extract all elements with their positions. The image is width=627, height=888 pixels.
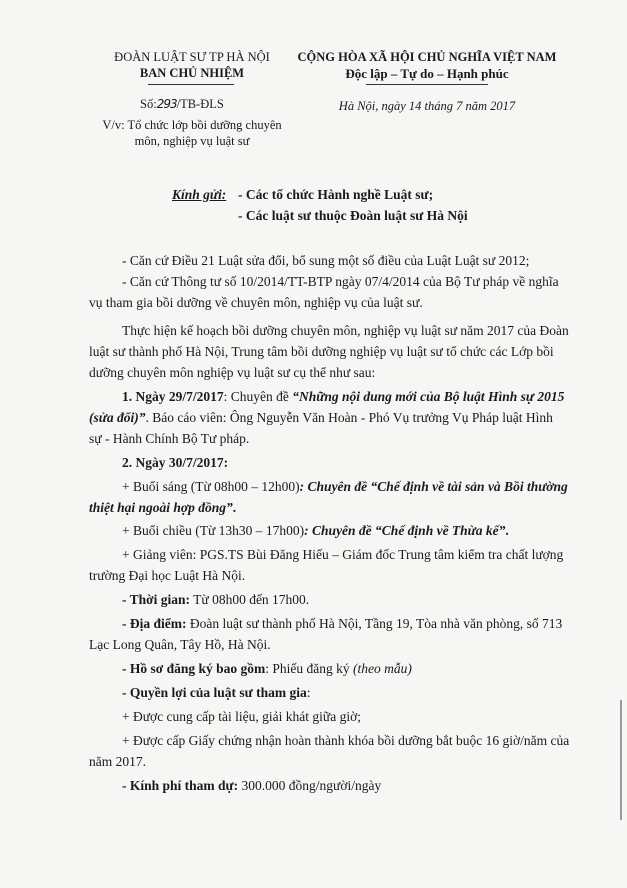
morning-session-line-2 [89, 497, 236, 518]
time-line [122, 589, 309, 610]
issue-date: Hà Nội, ngày 14 tháng 7 năm 2017 [338, 99, 516, 113]
morning-topic-cont: thiệt hại ngoài hợp đồng” [89, 500, 233, 515]
item-2-heading [122, 452, 228, 473]
place-label: - Địa điểm: [122, 616, 187, 631]
intro-line-3: dưỡng chuyên môn nghiệp vụ luật sư cụ thể như sau: [89, 365, 376, 380]
item-1-line-1 [122, 386, 564, 407]
recipient-1: - Các tổ chức Hành nghề Luật sư; [238, 187, 434, 202]
item-1-speaker: . Báo cáo viên: Ông Nguyễn Văn Hoàn - Phó Vụ trưởng Vụ Pháp luật Hình [145, 410, 553, 425]
right-item-1: + Được cung cấp tài liệu, giải khát giữa giờ; [122, 709, 361, 724]
afternoon-topic: Chuyên đề “Chế định về Thừa kế” [312, 523, 506, 538]
item-1-line-2 [89, 407, 553, 428]
item-1-topic: “Những nội dung mới của Bộ luật Hình sự 2015 [292, 389, 565, 404]
dossier-line [122, 658, 412, 679]
nation-title: CỘNG HÒA XÃ HỘI CHỦ NGHĨA VIỆT NAM [297, 50, 557, 64]
item-2-label: 2. Ngày 30/7/2017 [122, 455, 224, 470]
place-value: Đoàn luật sư thành phố Hà Nội, Tầng 19, Tòa nhà văn phòng, số 713 [186, 616, 563, 631]
place-line-1 [122, 613, 562, 634]
org-name: ĐOÀN LUẬT SƯ TP HÀ NỘI [114, 50, 270, 64]
dossier-note: (theo mẫu) [353, 661, 412, 676]
dossier-value: : Phiếu đăng ký [265, 661, 354, 676]
handwritten-number: 293 [156, 97, 177, 111]
afternoon-colon: : [304, 523, 313, 538]
fee-label: - Kính phí tham dự: [122, 778, 239, 793]
right-item-2-line-2: năm 2017. [89, 754, 146, 769]
basis-item-2-line-2: vụ tham gia bồi dưỡng về chuyên môn, nghiệp vụ của luật sư. [89, 295, 423, 310]
time-label: - Thời gian: [122, 592, 190, 607]
item-2-colon: : [223, 455, 229, 470]
lecturer-line-1: + Giảng viên: PGS.TS Bùi Đăng Hiếu – Giám đốc Trung tâm kiểm tra chất lượng [122, 547, 564, 562]
item-1-topic-cont: (sửa đổi)” [89, 410, 146, 425]
fee-line [122, 775, 381, 796]
morning-prefix: + Buổi sáng (Từ 08h00 – 12h00) [122, 479, 300, 494]
item-1-line-3: sự - Hành Chính Bộ Tư pháp. [89, 431, 250, 446]
subject-line-1: V/v: Tổ chức lớp bồi dưỡng chuyên [102, 118, 282, 132]
morning-colon: : [299, 479, 308, 494]
rights-colon: : [306, 685, 311, 700]
number-prefix: Số: [140, 97, 157, 111]
place-line-2: Lạc Long Quân, Tây Hồ, Hà Nội. [89, 637, 271, 652]
right-item-2-line-1: + Được cấp Giấy chứng nhận hoàn thành khóa bồi dưỡng bắt buộc 16 giờ/năm của [122, 733, 570, 748]
intro-line-1: Thực hiện kế hoạch bồi dưỡng chuyên môn, nghiệp vụ luật sư năm 2017 của Đoàn [122, 323, 569, 338]
rights-heading [122, 682, 310, 703]
number-suffix: /TB-ĐLS [176, 97, 224, 111]
fee-value: 300.000 đồng/người/ngày [238, 778, 382, 793]
morning-topic: Chuyên đề “Chế định về tài sản và Bồi thường [307, 479, 568, 494]
subject-line-2: môn, nghiệp vụ luật sư [134, 134, 250, 148]
afternoon-prefix: + Buổi chiều (Từ 13h30 – 17h00) [122, 523, 305, 538]
recipients-label: Kính gửi: [172, 187, 227, 202]
intro-line-2: luật sư thành phố Hà Nội, Trung tâm bồi dưỡng nghiệp vụ luật sư tổ chức các Lớp bồi [89, 344, 554, 359]
dossier-label: - Hồ sơ đăng ký bao gồm [122, 661, 266, 676]
national-motto: Độc lập – Tự do – Hạnh phúc [345, 66, 509, 81]
document-number [140, 97, 224, 112]
left-header-rule [148, 84, 234, 85]
afternoon-session [122, 520, 509, 541]
right-header-rule [366, 84, 488, 85]
basis-item-1: - Căn cứ Điều 21 Luật sửa đổi, bổ sung một số điều của Luật Luật sư 2012; [122, 253, 530, 268]
recipient-2: - Các luật sư thuộc Đoàn luật sư Hà Nội [238, 208, 468, 223]
lecturer-line-2: trường Đại học Luật Hà Nội. [89, 568, 246, 583]
scan-edge-mark [620, 700, 622, 820]
basis-item-2-line-1: - Căn cứ Thông tư số 10/2014/TT-BTP ngày 07/4/2014 của Bộ Tư pháp về nghĩa [122, 274, 559, 289]
time-value: Từ 08h00 đến 17h00. [190, 592, 310, 607]
morning-session-line-1 [122, 476, 568, 497]
dept-name: BAN CHỦ NHIỆM [139, 66, 245, 80]
item-1-label: 1. Ngày 29/7/2017 [122, 389, 224, 404]
morning-end: . [232, 500, 237, 515]
item-1-text: : Chuyên đề [223, 389, 293, 404]
afternoon-end: . [505, 523, 509, 538]
rights-label: - Quyền lợi của luật sư tham gia [122, 685, 307, 700]
